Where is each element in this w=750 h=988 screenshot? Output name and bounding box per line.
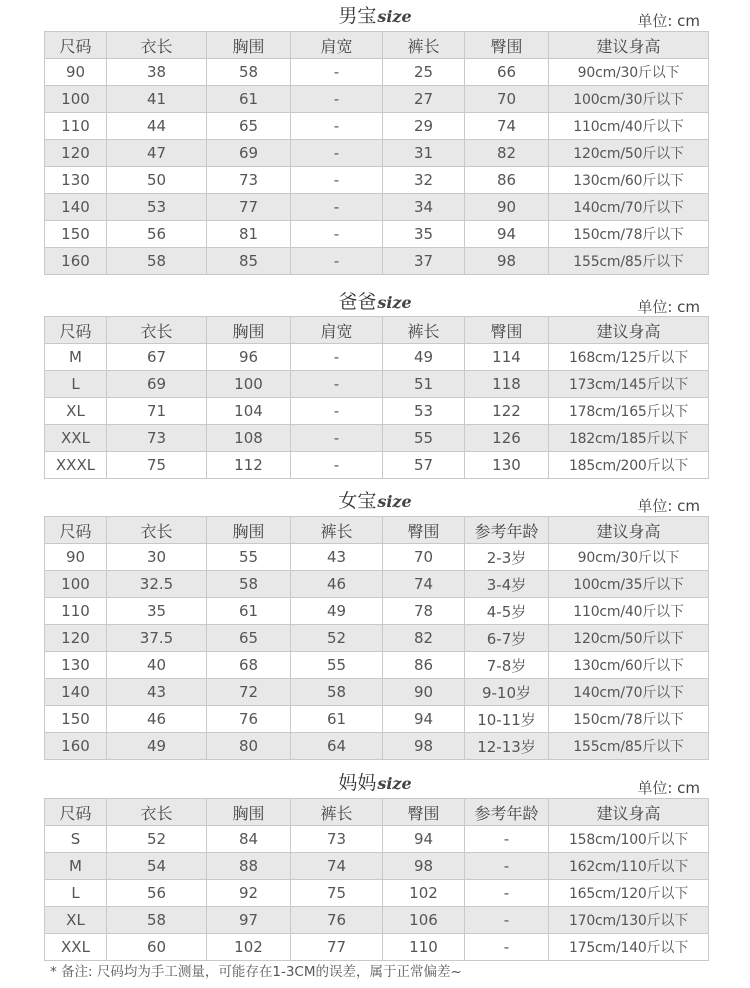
table-cell: 82 [465,140,549,167]
table-cell: 61 [207,598,291,625]
header-row [45,517,709,544]
table-cell: 130 [465,452,549,479]
table-cell: 56 [107,880,207,907]
table-cell: 32.5 [107,571,207,598]
table-cell: 50 [107,167,207,194]
table-cell: 102 [207,934,291,961]
table-cell: 182cm/185斤以下 [549,425,709,452]
column-header: 参考年龄 [465,799,549,826]
column-header: 衣长 [107,32,207,59]
table-cell: 55 [383,425,465,452]
table-cell: 73 [107,425,207,452]
table-cell: 37 [383,248,465,275]
table-cell: 94 [383,826,465,853]
table-cell: 94 [465,221,549,248]
table-cell: 175cm/140斤以下 [549,934,709,961]
table-cell: 58 [291,679,383,706]
column-header: 肩宽 [291,32,383,59]
column-header: 臀围 [465,317,549,344]
column-header: 尺码 [45,517,107,544]
table-row [45,425,709,452]
table-cell: 60 [107,934,207,961]
table-cell: 122 [465,398,549,425]
column-header: 衣长 [107,517,207,544]
title-text: 爸爸 [338,291,377,313]
table-cell: 74 [291,853,383,880]
table-cell: 2-3岁 [465,544,549,571]
table-cell: 100cm/35斤以下 [549,571,709,598]
table-cell: 90 [465,194,549,221]
table-row [45,679,709,706]
table-cell: 25 [383,59,465,86]
column-header: 肩宽 [291,317,383,344]
table-cell: - [465,826,549,853]
table-cell: 53 [107,194,207,221]
table-cell: 98 [465,248,549,275]
table-cell: - [291,371,383,398]
table-cell: 27 [383,86,465,113]
table-cell: 3-4岁 [465,571,549,598]
table-cell: - [291,344,383,371]
table-cell: 86 [383,652,465,679]
table-cell: XXL [45,934,107,961]
table-row [45,371,709,398]
table-row [45,113,709,140]
table-cell: 140 [45,679,107,706]
table-row [45,544,709,571]
table-row [45,221,709,248]
table-cell: 120 [45,140,107,167]
table-cell: - [291,59,383,86]
table-row [45,733,709,760]
table-cell: 97 [207,907,291,934]
table-cell: 54 [107,853,207,880]
column-header: 建议身高 [549,317,709,344]
table-cell: 47 [107,140,207,167]
table-cell: - [291,194,383,221]
title-text: 男宝 [338,5,377,27]
table-row [45,140,709,167]
table-cell: 90 [383,679,465,706]
table-cell: 102 [383,880,465,907]
column-header: 参考年龄 [465,517,549,544]
table-cell: 9-10岁 [465,679,549,706]
table-cell: 46 [107,706,207,733]
column-header: 尺码 [45,799,107,826]
table-cell: 90 [45,59,107,86]
mom-unit-label: 单位: cm [637,779,700,797]
table-row [45,907,709,934]
table-cell: 12-13岁 [465,733,549,760]
table-row [45,625,709,652]
table-row [45,598,709,625]
table-cell: 118 [465,371,549,398]
table-cell: 150cm/78斤以下 [549,221,709,248]
column-header: 裤长 [291,517,383,544]
header-row [45,317,709,344]
table-row [45,934,709,961]
table-cell: 140cm/70斤以下 [549,194,709,221]
table-cell: 120cm/50斤以下 [549,140,709,167]
table-cell: 165cm/120斤以下 [549,880,709,907]
table-cell: 155cm/85斤以下 [549,248,709,275]
table-cell: 46 [291,571,383,598]
table-cell: 98 [383,853,465,880]
table-cell: 81 [207,221,291,248]
table-cell: L [45,880,107,907]
table-cell: - [291,221,383,248]
table-cell: - [291,167,383,194]
table-row [45,59,709,86]
table-cell: 114 [465,344,549,371]
table-cell: 41 [107,86,207,113]
table-cell: 52 [291,625,383,652]
dad-size-table [44,316,709,479]
table-cell: 51 [383,371,465,398]
column-header: 衣长 [107,317,207,344]
table-cell: 73 [207,167,291,194]
header-row [45,32,709,59]
table-cell: 77 [207,194,291,221]
table-cell: 35 [383,221,465,248]
title-size-suffix: size [377,774,412,793]
column-header: 尺码 [45,32,107,59]
table-cell: 112 [207,452,291,479]
title-text: 妈妈 [338,772,377,794]
table-row [45,706,709,733]
table-cell: 44 [107,113,207,140]
table-cell: 69 [207,140,291,167]
table-cell: XXL [45,425,107,452]
table-cell: XL [45,907,107,934]
boy-unit-label: 单位: cm [637,12,700,30]
table-cell: L [45,371,107,398]
column-header: 建议身高 [549,32,709,59]
table-cell: 104 [207,398,291,425]
table-cell: 110 [45,113,107,140]
table-cell: 120 [45,625,107,652]
table-cell: 130cm/60斤以下 [549,167,709,194]
table-cell: - [465,907,549,934]
column-header: 胸围 [207,32,291,59]
table-cell: 4-5岁 [465,598,549,625]
table-cell: 92 [207,880,291,907]
table-cell: 150cm/78斤以下 [549,706,709,733]
column-header: 衣长 [107,799,207,826]
table-cell: 110cm/40斤以下 [549,113,709,140]
table-cell: - [291,248,383,275]
table-row [45,248,709,275]
table-cell: 140cm/70斤以下 [549,679,709,706]
mom-size-table [44,798,709,961]
column-header: 臀围 [383,517,465,544]
table-cell: 100 [45,86,107,113]
table-cell: 64 [291,733,383,760]
table-row [45,571,709,598]
table-cell: 90cm/30斤以下 [549,59,709,86]
table-cell: - [291,113,383,140]
table-row [45,398,709,425]
table-cell: 53 [383,398,465,425]
table-cell: 94 [383,706,465,733]
table-cell: 170cm/130斤以下 [549,907,709,934]
table-cell: M [45,853,107,880]
table-cell: 120cm/50斤以下 [549,625,709,652]
column-header: 胸围 [207,799,291,826]
table-cell: 70 [383,544,465,571]
table-cell: 98 [383,733,465,760]
column-header: 胸围 [207,317,291,344]
table-cell: 43 [291,544,383,571]
table-cell: 100 [45,571,107,598]
table-cell: M [45,344,107,371]
table-cell: 61 [291,706,383,733]
table-cell: 110 [383,934,465,961]
boy-size-table [44,31,709,275]
table-cell: - [465,934,549,961]
table-cell: 185cm/200斤以下 [549,452,709,479]
column-header: 裤长 [383,317,465,344]
table-cell: 49 [383,344,465,371]
table-cell: 7-8岁 [465,652,549,679]
table-cell: 100 [207,371,291,398]
table-cell: 58 [207,571,291,598]
table-cell: - [291,398,383,425]
header-row [45,799,709,826]
table-cell: S [45,826,107,853]
table-row [45,452,709,479]
table-cell: 75 [291,880,383,907]
table-cell: 130 [45,652,107,679]
table-cell: 76 [207,706,291,733]
title-text: 女宝 [338,490,377,512]
table-cell: 58 [107,907,207,934]
table-cell: 43 [107,679,207,706]
table-cell: 65 [207,113,291,140]
table-cell: 155cm/85斤以下 [549,733,709,760]
table-cell: 73 [291,826,383,853]
table-cell: 70 [465,86,549,113]
table-cell: 78 [383,598,465,625]
table-cell: - [465,853,549,880]
table-cell: 68 [207,652,291,679]
column-header: 胸围 [207,517,291,544]
table-row [45,194,709,221]
table-cell: 75 [107,452,207,479]
table-cell: 49 [291,598,383,625]
table-cell: 6-7岁 [465,625,549,652]
table-cell: 34 [383,194,465,221]
table-cell: 162cm/110斤以下 [549,853,709,880]
table-cell: 40 [107,652,207,679]
title-size-suffix: size [377,293,412,312]
table-cell: 96 [207,344,291,371]
table-row [45,86,709,113]
table-cell: 160 [45,733,107,760]
table-cell: 67 [107,344,207,371]
table-row [45,826,709,853]
table-cell: 57 [383,452,465,479]
girl-size-table [44,516,709,760]
table-cell: 168cm/125斤以下 [549,344,709,371]
column-header: 臀围 [465,32,549,59]
table-cell: 72 [207,679,291,706]
table-cell: XXXL [45,452,107,479]
column-header: 建议身高 [549,517,709,544]
table-cell: 55 [207,544,291,571]
table-cell: 80 [207,733,291,760]
table-cell: 150 [45,706,107,733]
table-cell: 110 [45,598,107,625]
table-cell: 77 [291,934,383,961]
table-cell: 52 [107,826,207,853]
table-cell: 49 [107,733,207,760]
table-cell: 76 [291,907,383,934]
column-header: 臀围 [383,799,465,826]
footnote: * 备注: 尺码均为手工测量，可能存在1-3CM的误差，属于正常偏差~ [50,964,462,980]
girl-unit-label: 单位: cm [637,497,700,515]
table-cell: 61 [207,86,291,113]
title-size-suffix: size [377,7,412,26]
column-header: 尺码 [45,317,107,344]
table-cell: - [291,140,383,167]
title-size-suffix: size [377,492,412,511]
table-cell: 90cm/30斤以下 [549,544,709,571]
table-cell: 100cm/30斤以下 [549,86,709,113]
table-cell: 160 [45,248,107,275]
table-cell: 29 [383,113,465,140]
table-cell: 58 [207,59,291,86]
table-cell: - [465,880,549,907]
table-cell: 66 [465,59,549,86]
table-cell: 82 [383,625,465,652]
table-cell: XL [45,398,107,425]
table-cell: 140 [45,194,107,221]
table-cell: 108 [207,425,291,452]
table-cell: 69 [107,371,207,398]
table-cell: 86 [465,167,549,194]
table-cell: - [291,452,383,479]
column-header: 裤长 [383,32,465,59]
table-cell: 130cm/60斤以下 [549,652,709,679]
table-cell: 173cm/145斤以下 [549,371,709,398]
table-cell: 32 [383,167,465,194]
table-cell: 88 [207,853,291,880]
table-cell: 58 [107,248,207,275]
table-cell: 38 [107,59,207,86]
table-cell: - [291,86,383,113]
table-cell: 37.5 [107,625,207,652]
table-row [45,167,709,194]
table-cell: - [291,425,383,452]
table-cell: 126 [465,425,549,452]
table-cell: 74 [383,571,465,598]
table-cell: 85 [207,248,291,275]
table-cell: 30 [107,544,207,571]
table-cell: 130 [45,167,107,194]
table-row [45,880,709,907]
table-cell: 106 [383,907,465,934]
table-cell: 71 [107,398,207,425]
table-cell: 31 [383,140,465,167]
table-cell: 55 [291,652,383,679]
table-row [45,344,709,371]
table-cell: 35 [107,598,207,625]
column-header: 建议身高 [549,799,709,826]
table-cell: 178cm/165斤以下 [549,398,709,425]
dad-unit-label: 单位: cm [637,298,700,316]
table-row [45,853,709,880]
table-cell: 65 [207,625,291,652]
table-row [45,652,709,679]
table-cell: 158cm/100斤以下 [549,826,709,853]
table-cell: 110cm/40斤以下 [549,598,709,625]
column-header: 裤长 [291,799,383,826]
table-cell: 10-11岁 [465,706,549,733]
table-cell: 150 [45,221,107,248]
table-cell: 84 [207,826,291,853]
table-cell: 74 [465,113,549,140]
table-cell: 90 [45,544,107,571]
table-cell: 56 [107,221,207,248]
